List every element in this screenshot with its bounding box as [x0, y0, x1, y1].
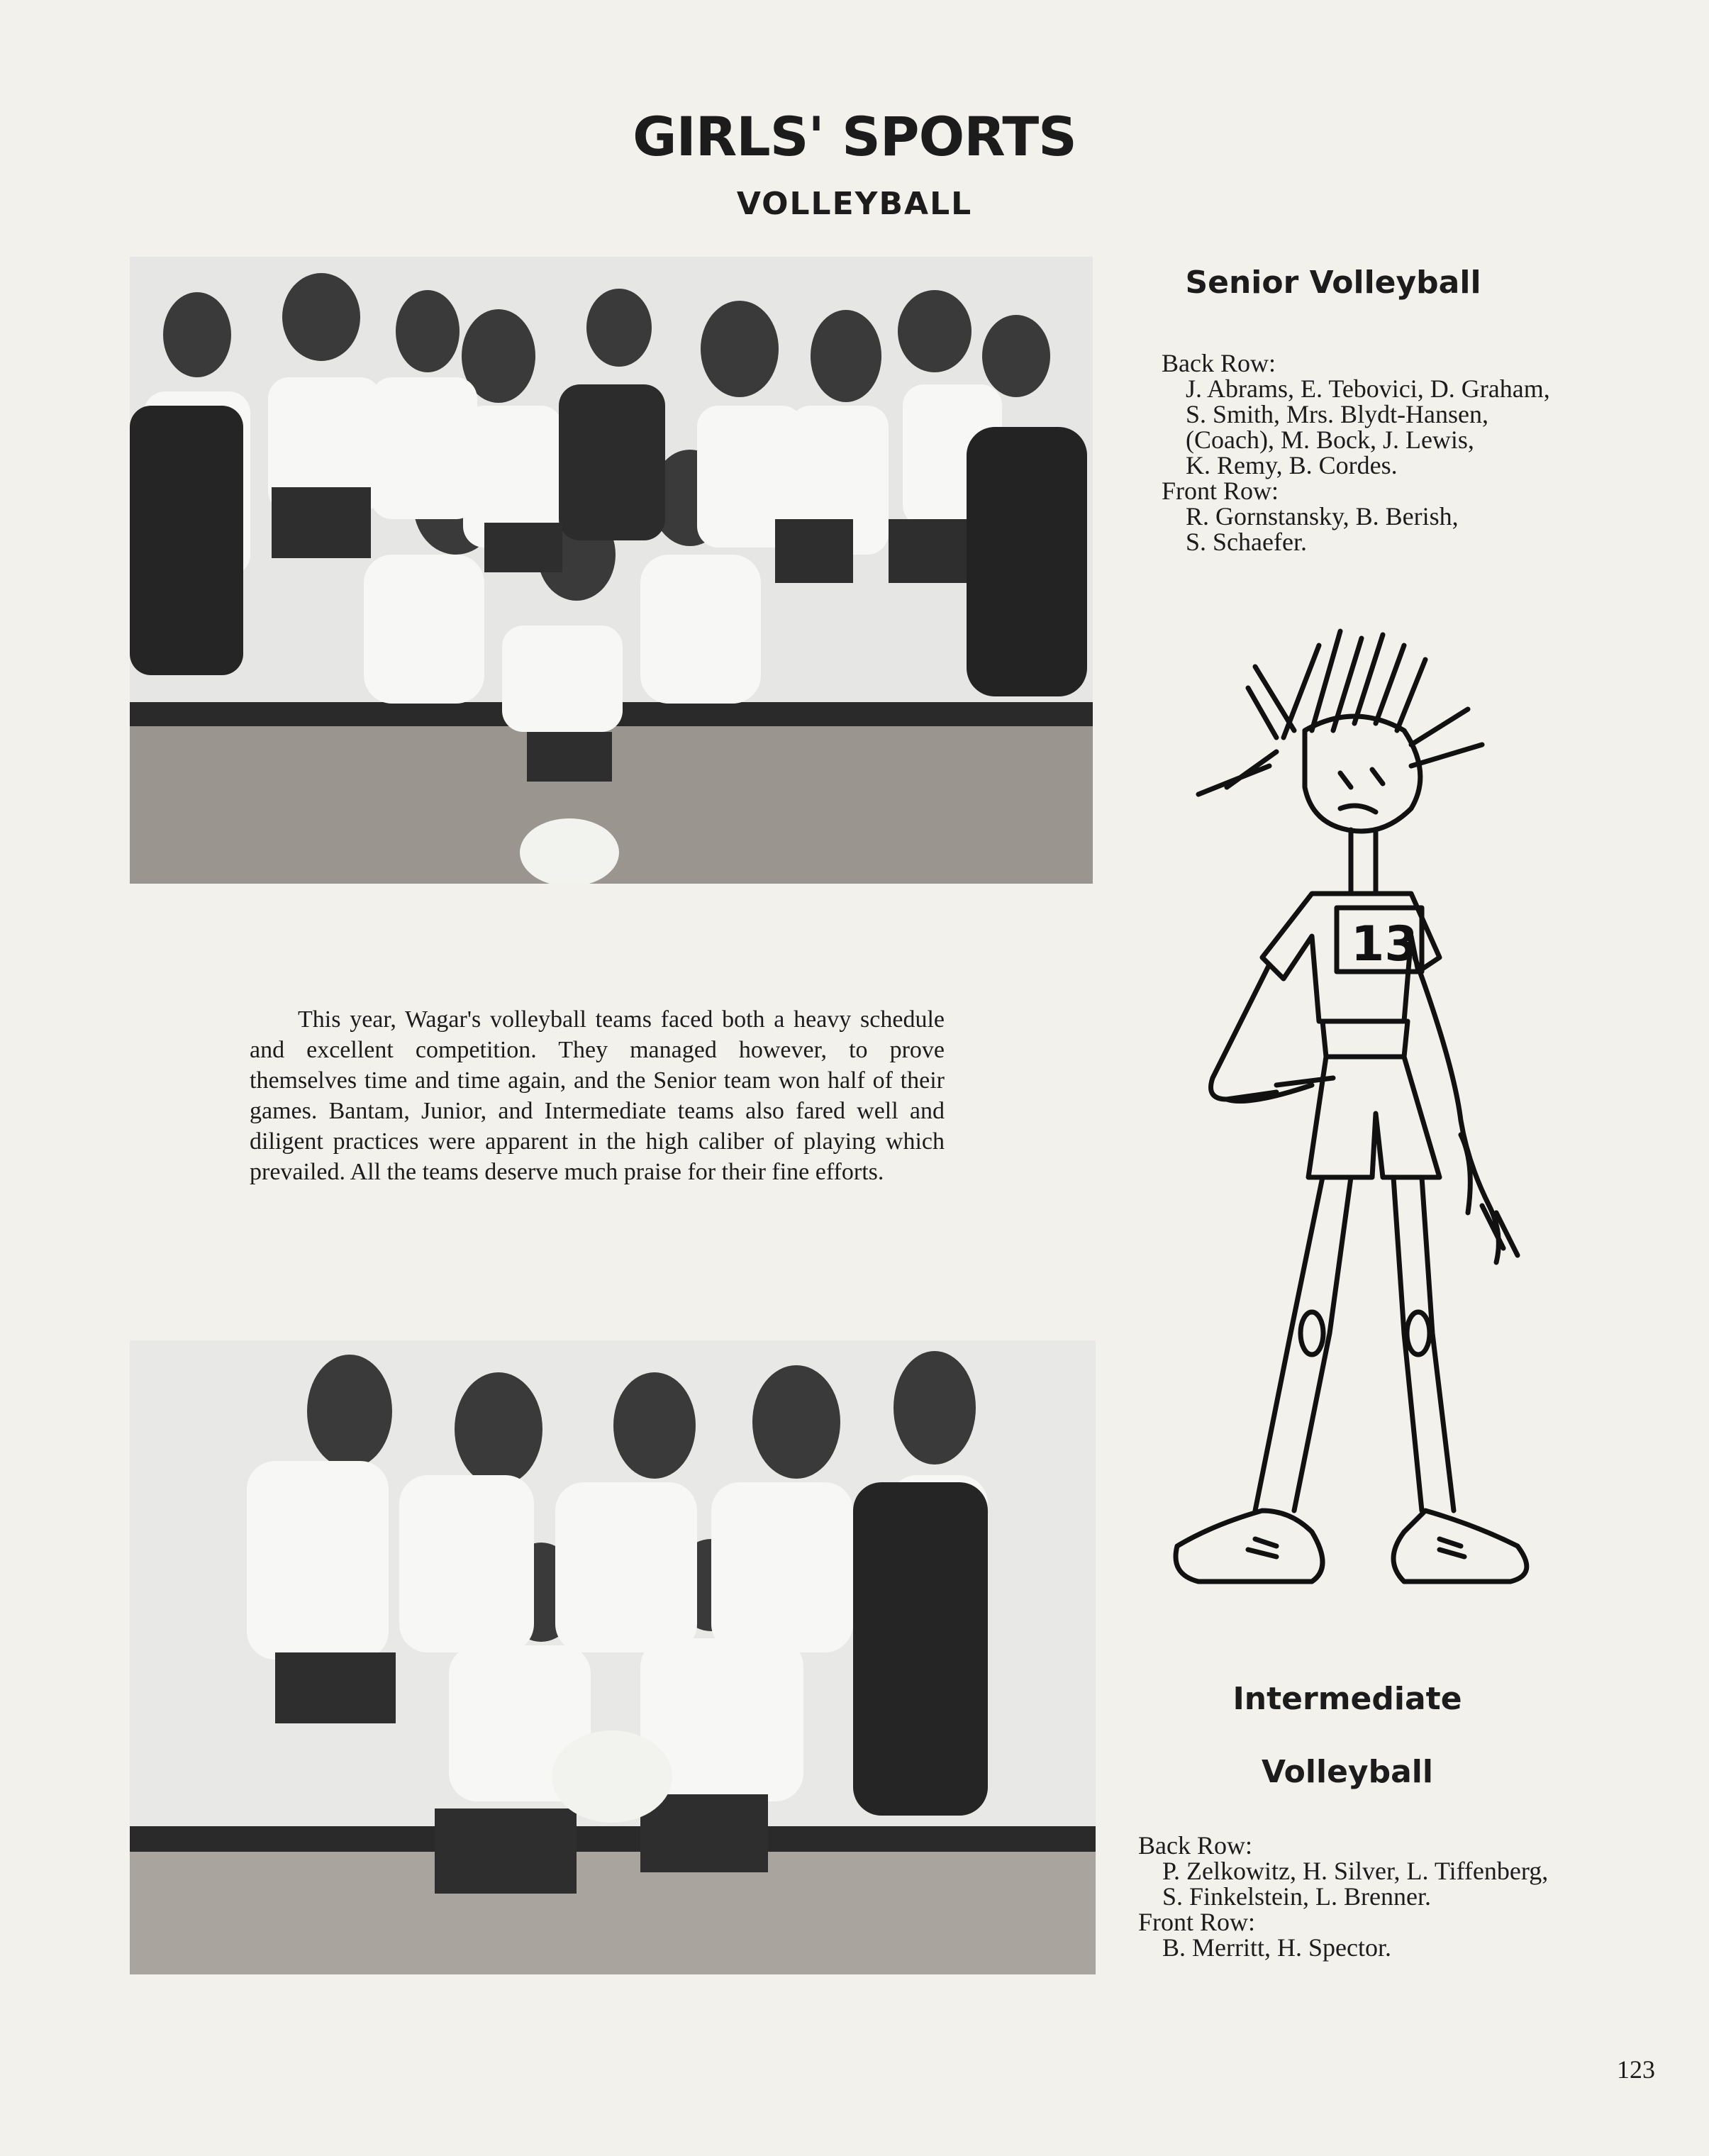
senior-back-row-names: J. Abrams, E. Tebovici, D. Graham, S. Smith, Mrs. Blydt-Hansen, (Coach), M. Bock, J. Lewis, K. Remy, B. Cordes.: [1186, 374, 1550, 479]
page-title: GIRLS' SPORTS: [633, 105, 1076, 168]
intermediate-back-row-names: P. Zelkowitz, H. Silver, L. Tiffenberg, S. Finkelstein, L. Brenner.: [1162, 1857, 1549, 1911]
senior-back-row-label: Back Row:: [1162, 349, 1276, 377]
senior-team-photo: [130, 257, 1093, 884]
intermediate-back-row-label: Back Row:: [1138, 1831, 1252, 1860]
senior-heading: Senior Volleyball: [1185, 265, 1481, 301]
senior-front-row-names: R. Gornstansky, B. Berish, S. Schaefer.: [1186, 502, 1459, 556]
intermediate-heading-line1: Intermediate: [1232, 1681, 1462, 1717]
jersey-number: 13: [1351, 916, 1418, 972]
page-subtitle: VOLLEYBALL: [736, 186, 973, 222]
article-paragraph: This year, Wagar's volleyball teams faced both a heavy schedule and excellent competition. They managed however, to prove themselves time and time again, and the Senior team won half of their games. Bantam, Junior, and Intermediate teams also fared well and diligent practices were apparent in the high caliber of playing which prevailed. All the teams deserve much praise for their fine efforts.: [250, 1006, 945, 1185]
intermediate-front-row-label: Front Row:: [1138, 1908, 1256, 1936]
volleyball-player-drawing: [1170, 624, 1624, 1617]
intermediate-team-photo: [130, 1340, 1096, 1974]
intermediate-heading-line2: Volleyball: [1262, 1754, 1433, 1790]
senior-roster: [1162, 350, 1550, 555]
intermediate-roster: [1138, 1833, 1548, 1960]
senior-front-row-label: Front Row:: [1162, 477, 1279, 505]
page-number: 123: [1617, 2055, 1655, 2084]
intermediate-front-row-names: B. Merritt, H. Spector.: [1162, 1933, 1391, 1962]
